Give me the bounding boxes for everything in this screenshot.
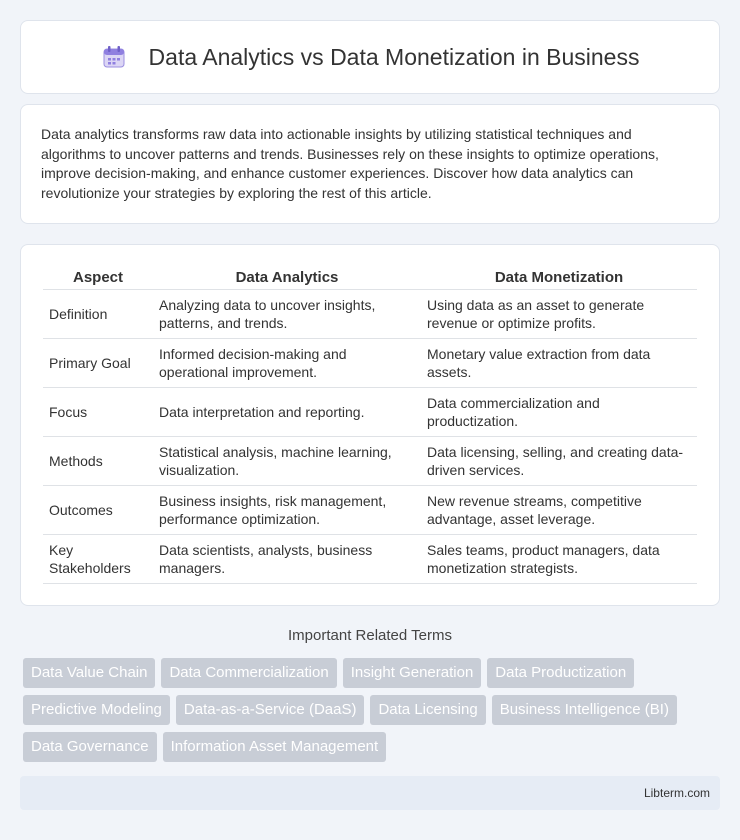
header-data-analytics: Data Analytics <box>153 265 421 290</box>
table-row <box>43 339 697 388</box>
monetization-cell: Using data as an asset to generate revenue or optimize profits. <box>421 290 697 339</box>
related-term-tag[interactable]: Data Licensing <box>370 695 485 725</box>
table-header-row <box>43 265 697 290</box>
related-term-tag[interactable]: Data-as-a-Service (DaaS) <box>176 695 365 725</box>
related-term-tag[interactable]: Data Commercialization <box>161 658 336 688</box>
analytics-cell: Data interpretation and reporting. <box>153 388 421 437</box>
related-term-tag[interactable]: Data Governance <box>23 732 157 762</box>
related-term-tag[interactable]: Data Productization <box>487 658 634 688</box>
analytics-cell: Analyzing data to uncover insights, patterns, and trends. <box>153 290 421 339</box>
monetization-cell: Data commercialization and productization. <box>421 388 697 437</box>
related-terms-title: Important Related Terms <box>288 627 452 644</box>
monetization-cell: Data licensing, selling, and creating data-driven services. <box>421 437 697 486</box>
related-term-tag[interactable]: Insight Generation <box>343 658 482 688</box>
table-row <box>43 388 697 437</box>
header-aspect: Aspect <box>43 265 153 290</box>
analytics-cell: Statistical analysis, machine learning, visualization. <box>153 437 421 486</box>
table-row <box>43 437 697 486</box>
aspect-cell: Outcomes <box>43 486 153 535</box>
page-title: Data Analytics vs Data Monetization in Business <box>148 43 640 70</box>
related-term-tag[interactable]: Predictive Modeling <box>23 695 170 725</box>
footer-site-link[interactable]: Libterm.com <box>643 786 710 800</box>
related-term-tag[interactable]: Data Value Chain <box>23 658 155 688</box>
monetization-cell: Monetary value extraction from data assets. <box>421 339 697 388</box>
table-row <box>43 486 697 535</box>
comparison-card <box>20 244 720 606</box>
table-row <box>43 535 697 584</box>
calendar-icon <box>101 44 127 70</box>
aspect-cell: Focus <box>43 388 153 437</box>
analytics-cell: Informed decision-making and operational improvement. <box>153 339 421 388</box>
title-card <box>20 20 720 94</box>
footer <box>20 776 720 810</box>
intro-card <box>20 104 720 224</box>
table-row <box>43 290 697 339</box>
aspect-cell: Methods <box>43 437 153 486</box>
aspect-cell: Key Stakeholders <box>43 535 153 584</box>
comparison-table <box>43 265 697 584</box>
related-term-tag[interactable]: Information Asset Management <box>163 732 387 762</box>
header-data-monetization: Data Monetization <box>421 265 697 290</box>
aspect-cell: Primary Goal <box>43 339 153 388</box>
monetization-cell: Sales teams, product managers, data monetization strategists. <box>421 535 697 584</box>
related-terms-list <box>23 658 723 769</box>
analytics-cell: Business insights, risk management, performance optimization. <box>153 486 421 535</box>
intro-text: Data analytics transforms raw data into actionable insights by utilizing statistical techniques and algorithms to uncover patterns and trends. Businesses rely on these insights to optimize operations, improve decision-making, and enhance customer experiences. Discover how data analytics can revolutionize your strategies by exploring the rest of this article. <box>41 126 659 201</box>
aspect-cell: Definition <box>43 290 153 339</box>
analytics-cell: Data scientists, analysts, business managers. <box>153 535 421 584</box>
monetization-cell: New revenue streams, competitive advantage, asset leverage. <box>421 486 697 535</box>
related-term-tag[interactable]: Business Intelligence (BI) <box>492 695 677 725</box>
